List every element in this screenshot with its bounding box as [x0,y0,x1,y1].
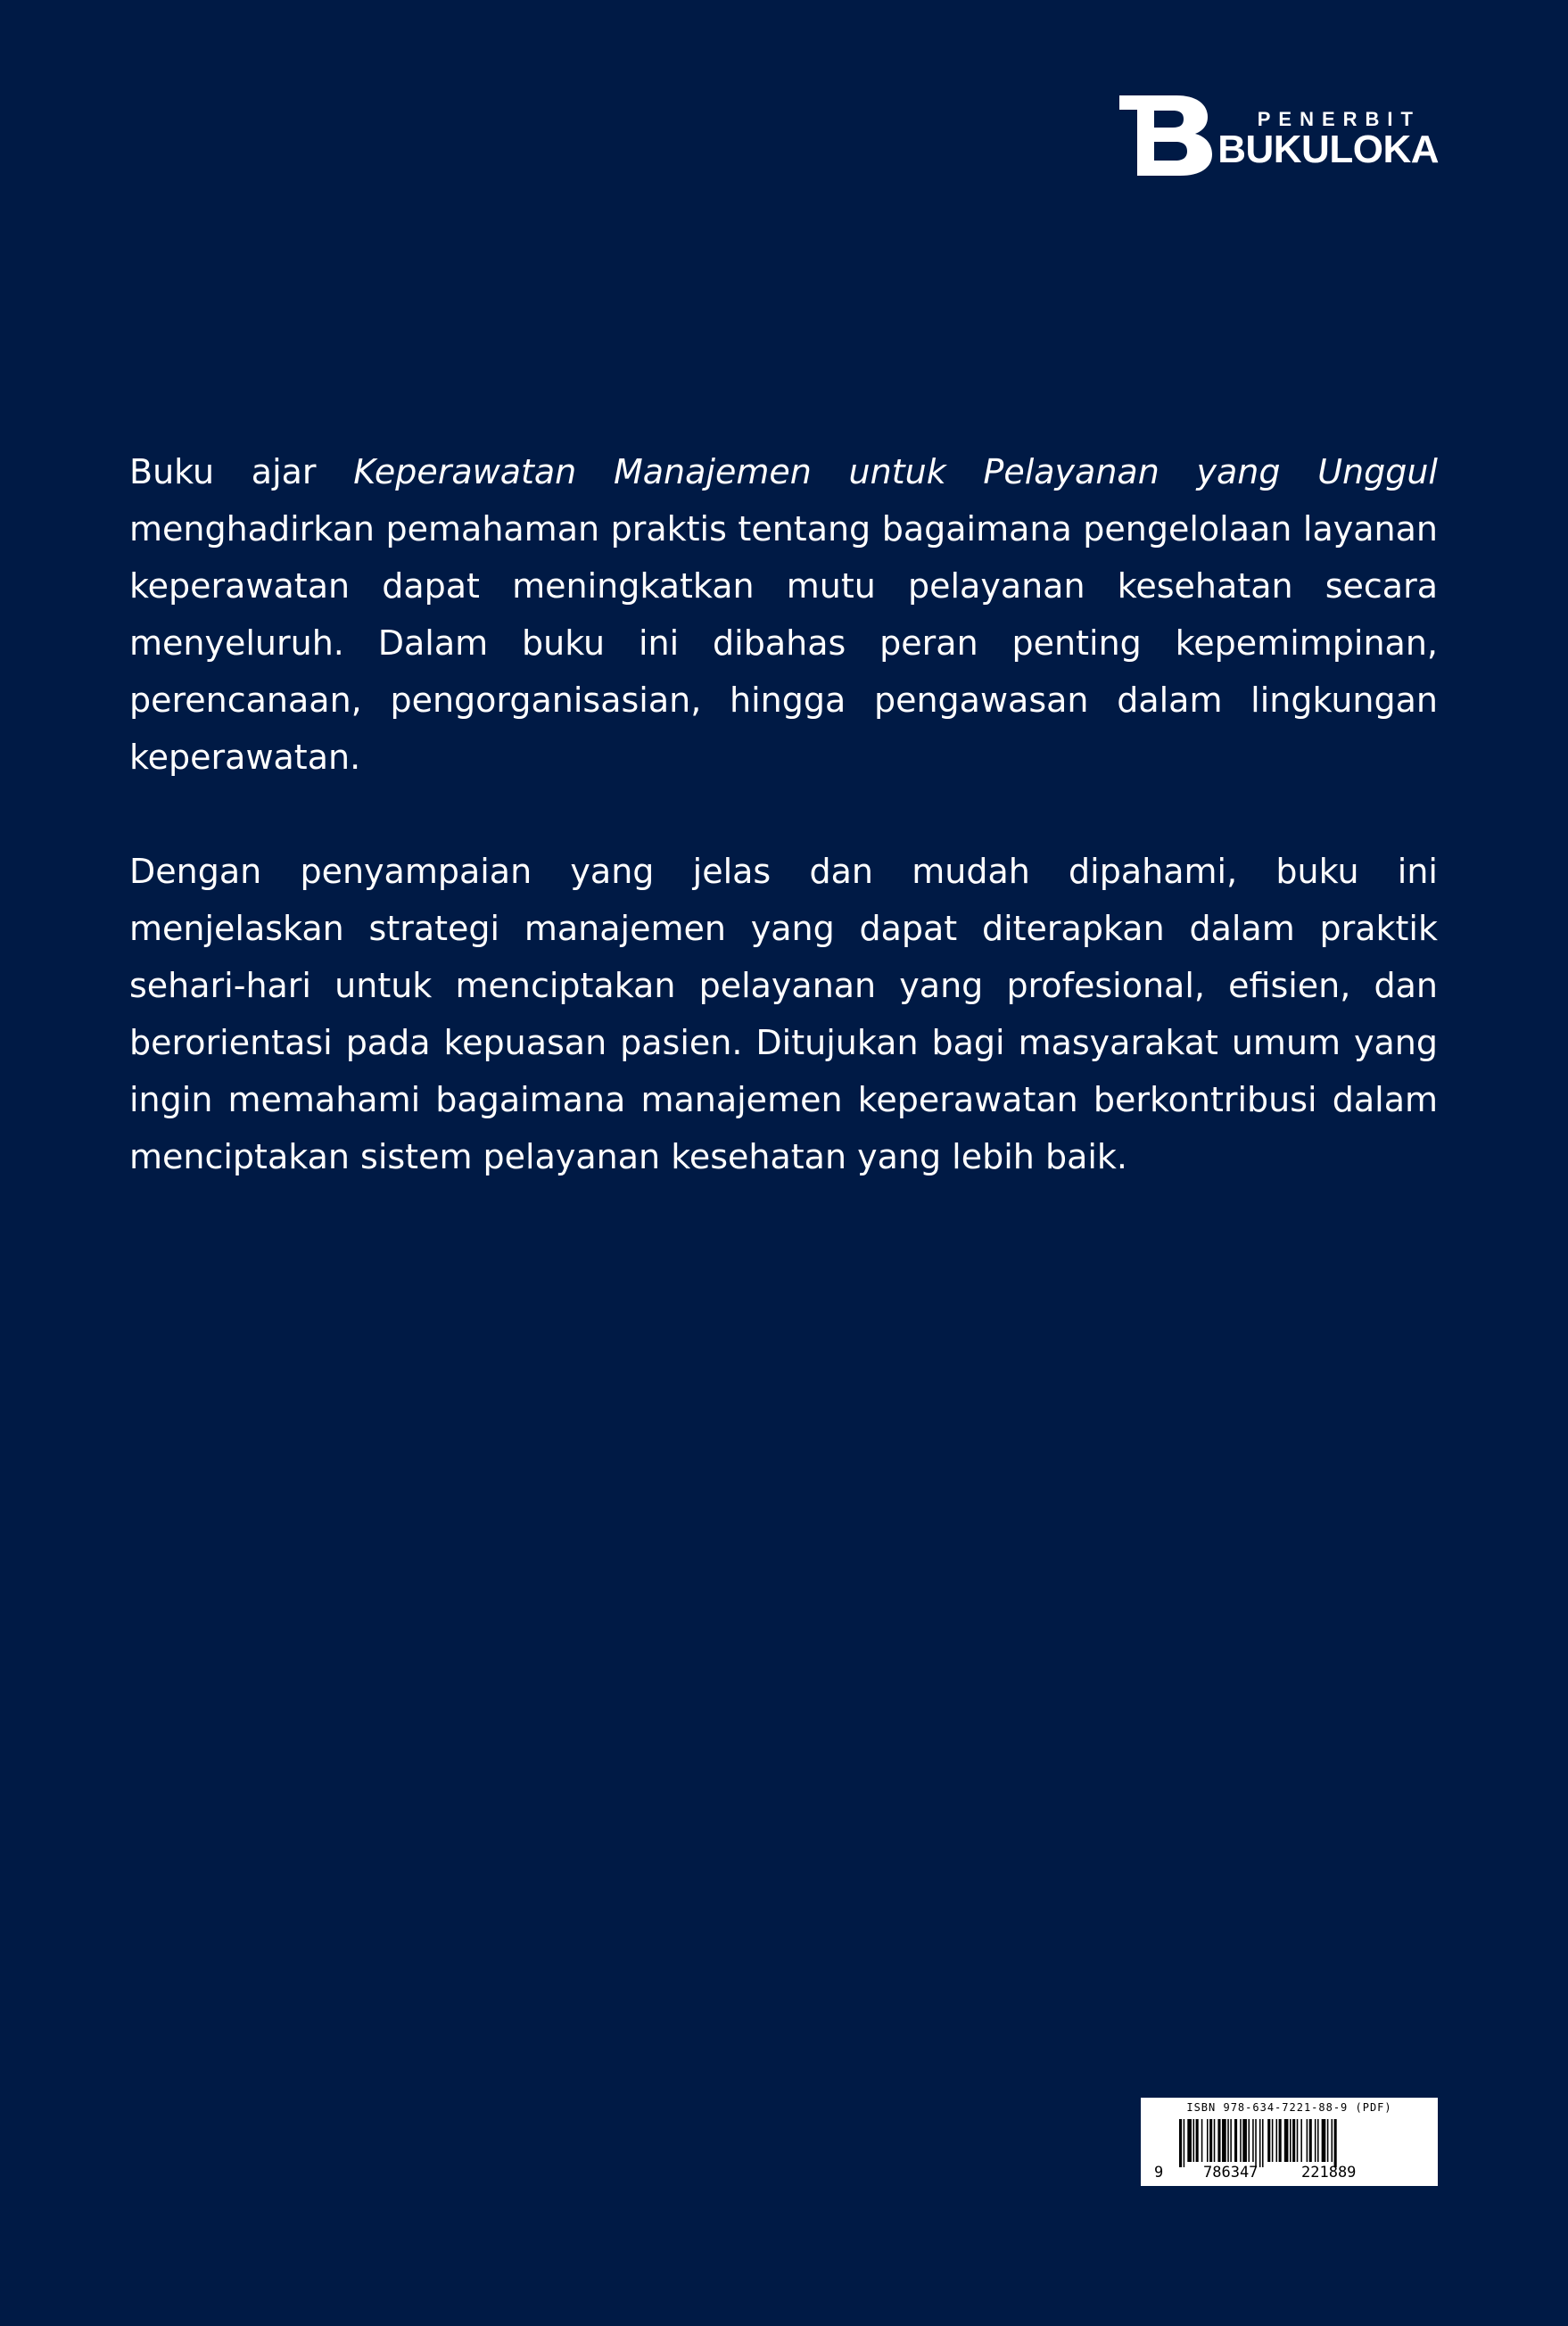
isbn-label: ISBN 978-634-7221-88-9 (PDF) [1186,2101,1392,2114]
barcode-bar [1334,2119,1337,2167]
letter-b-logo-mark-icon [1119,95,1212,176]
barcode-bar [1317,2119,1319,2162]
barcode-bar [1290,2119,1292,2162]
barcode-bar [1307,2119,1308,2162]
barcode-bar [1214,2119,1216,2162]
barcode-bar [1327,2119,1329,2162]
barcode-bar [1201,2119,1203,2162]
barcode-bars [1179,2119,1393,2167]
barcode-bar [1179,2119,1182,2167]
barcode-bar [1187,2119,1192,2162]
isbn-digits-left: 786347 [1203,2164,1259,2182]
barcode-bar [1252,2119,1254,2162]
barcode-bar [1284,2119,1289,2162]
blurb-paragraph-1 [129,443,1438,786]
blurb-p1-rest: menghadirkan pemahaman praktis tentang bagaimana pengelolaan layanan keperawatan dapat meningkatkan mutu pelayanan kesehatan secara menyeluruh. Dalam buku ini dibahas peran penting kepemimpinan, perencanaan, pengorganisasian, hingga pengawasan dalam lingkungan keperawatan. [129,509,1438,777]
isbn-barcode [1141,2098,1438,2186]
barcode-bar [1259,2119,1261,2167]
barcode-bar [1249,2119,1250,2162]
barcode-bar [1234,2119,1237,2162]
barcode-bar [1315,2119,1316,2162]
publisher-logo [1119,95,1439,176]
book-title-italic: Keperawatan Manajemen untuk Pelayanan yang Unggul [353,452,1438,491]
barcode-bar [1309,2119,1312,2162]
barcode-bar [1240,2119,1242,2162]
isbn-digit-lead: 9 [1154,2164,1164,2182]
barcode-bar [1267,2119,1270,2162]
barcode-bar [1230,2119,1232,2162]
blurb-paragraph-2: Dengan penyampaian yang jelas dan mudah dipahami, buku ini menjelaskan strategi manajemen yang dapat diterapkan dalam praktik sehari-hari untuk menciptakan pelayanan yang profesional, efisien, dan berorientasi pada kepuasan pasien. Ditujukan bagi masyarakat umum yang ingin memahami bagaimana manajemen keperawatan berkontribusi dalam menciptakan sistem pelayanan kesehatan yang lebih baik. [129,852,1438,1176]
publisher-kicker: PENERBIT [1257,108,1421,130]
back-cover-blurb [129,443,1438,1185]
publisher-name: BUKULOKA [1217,128,1439,171]
barcode-bar [1262,2119,1264,2167]
barcode-bar [1184,2119,1185,2167]
barcode-bar [1209,2119,1212,2162]
barcode-bar [1217,2119,1220,2162]
barcode-bar [1276,2119,1278,2162]
barcode-bar [1222,2119,1226,2162]
barcode-bar [1227,2119,1229,2162]
barcode-bar [1279,2119,1282,2162]
barcode-bar [1242,2119,1247,2162]
barcode-bar [1196,2119,1199,2162]
isbn-digits-right: 221889 [1301,2164,1357,2182]
barcode-bar [1292,2119,1295,2162]
barcode-bar [1322,2119,1326,2162]
barcode-bar [1207,2119,1209,2162]
barcode-bar [1272,2119,1274,2162]
barcode-bar [1255,2119,1257,2167]
barcode-bar [1332,2119,1333,2162]
barcode-bar [1300,2119,1302,2162]
barcode-bar [1193,2119,1195,2162]
blurb-p1-intro: Buku ajar [129,452,354,491]
barcode-bar [1297,2119,1299,2162]
